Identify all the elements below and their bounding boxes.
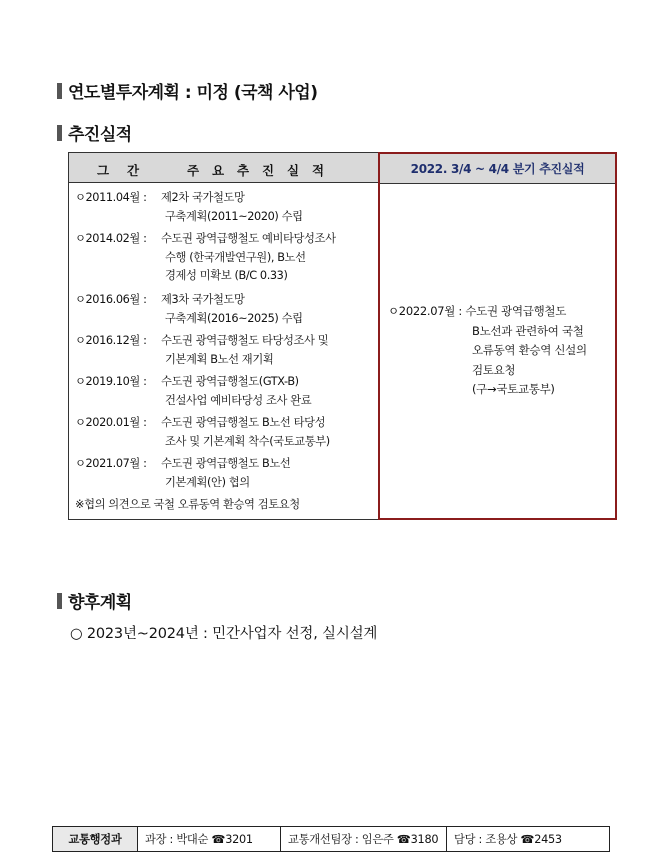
section-achievements xyxy=(57,120,132,145)
event-text: 오류동역 환승역 신설의 xyxy=(472,343,587,357)
section-bullet-icon xyxy=(57,83,62,99)
header-char: 그 xyxy=(97,163,110,178)
past-achievements-column xyxy=(68,152,378,520)
event-text: 검토요청 xyxy=(472,362,516,377)
event-text: 수도권 광역급행철도 xyxy=(465,304,567,318)
achievements-table xyxy=(68,152,617,520)
event-text: 수도권 광역급행철도 예비타당성조사 xyxy=(161,232,336,245)
header-char: 진 xyxy=(262,163,275,178)
header-char: 요 xyxy=(212,163,225,178)
event-text: 건설사업 예비타당성 조사 완료 xyxy=(165,393,312,407)
event-item xyxy=(75,455,290,492)
section-annual-plan-title: 연도별투자계획 : 미정 (국책 사업) xyxy=(68,83,318,103)
event-text: 제2차 국가철도망 xyxy=(161,191,245,204)
event-text: 구축계획(2016~2025) 수립 xyxy=(165,311,303,325)
header-char: 적 xyxy=(312,163,325,178)
event-text: 기본계획 B노선 재기획 xyxy=(165,352,274,366)
event-item xyxy=(75,332,328,369)
section-achievements-title: 추진실적 xyxy=(68,125,132,145)
event-date: ㅇ2016.06월 : xyxy=(75,293,147,306)
staff-contact: 담당 : 조용상 ☎2453 xyxy=(446,827,609,851)
event-date: ㅇ2011.04월 : xyxy=(75,191,147,204)
event-text: 경제성 미확보 (B/C 0.33) xyxy=(165,269,288,282)
event-text: (구→국토교통부) xyxy=(472,382,555,396)
section-future-plan xyxy=(57,588,132,613)
section-future-plan-title: 향후계획 xyxy=(68,593,132,613)
quarter-achievement-item xyxy=(388,302,587,400)
review-note: ※협의 의견으로 국철 오류동역 환승역 검토요청 xyxy=(75,498,300,511)
event-text: 구축계획(2011~2020) 수립 xyxy=(165,209,303,223)
contact-footer xyxy=(52,826,610,852)
event-date: ㅇ2016.12월 : xyxy=(75,334,147,347)
event-item xyxy=(75,414,330,451)
event-text: 제3차 국가철도망 xyxy=(161,293,245,306)
event-date: ㅇ2020.01월 : xyxy=(75,416,147,429)
header-char: 추 xyxy=(237,163,250,178)
event-item xyxy=(75,373,311,410)
chief-contact: 과장 : 박대순 ☎3201 xyxy=(137,827,280,851)
quarter-achievements-column xyxy=(378,152,617,520)
team-leader-contact: 교통개선팀장 : 임은주 ☎3180 xyxy=(280,827,446,851)
section-bullet-icon xyxy=(57,125,62,141)
event-text: 수도권 광역급행철도 타당성조사 및 xyxy=(161,334,329,347)
section-annual-plan xyxy=(57,78,318,103)
event-date: ㅇ2014.02월 : xyxy=(75,232,147,245)
event-item xyxy=(75,230,336,286)
past-achievements-header xyxy=(69,152,379,183)
event-text: 수도권 광역급행철도 B노선 타당성 xyxy=(161,416,326,429)
header-char: 실 xyxy=(287,163,300,178)
event-text: 조사 및 기본계획 착수(국토교통부) xyxy=(165,434,330,448)
event-date: ㅇ2022.07월 : xyxy=(388,304,463,318)
event-text: 수도권 광역급행철도 B노선 xyxy=(161,457,291,470)
event-text: 기본계획(안) 협의 xyxy=(165,475,250,489)
department-cell: 교통행정과 xyxy=(53,827,137,851)
event-text: 수행 (한국개발연구원), B노선 xyxy=(165,250,306,264)
event-text: B노선과 관련하여 국철 xyxy=(472,323,584,338)
header-char: 간 xyxy=(127,163,140,178)
section-bullet-icon xyxy=(57,593,62,609)
event-date: ㅇ2021.07월 : xyxy=(75,457,147,470)
event-item xyxy=(75,291,303,328)
event-text: 수도권 광역급행철도(GTX-B) xyxy=(161,375,299,388)
quarter-achievements-header: 2022. 3/4 ~ 4/4 분기 추진실적 xyxy=(380,154,615,184)
future-plan-item: ○ 2023년~2024년 : 민간사업자 선정, 실시설계 xyxy=(70,626,378,642)
event-item xyxy=(75,189,303,226)
event-date: ㅇ2019.10월 : xyxy=(75,375,147,388)
header-char: 주 xyxy=(187,163,200,178)
